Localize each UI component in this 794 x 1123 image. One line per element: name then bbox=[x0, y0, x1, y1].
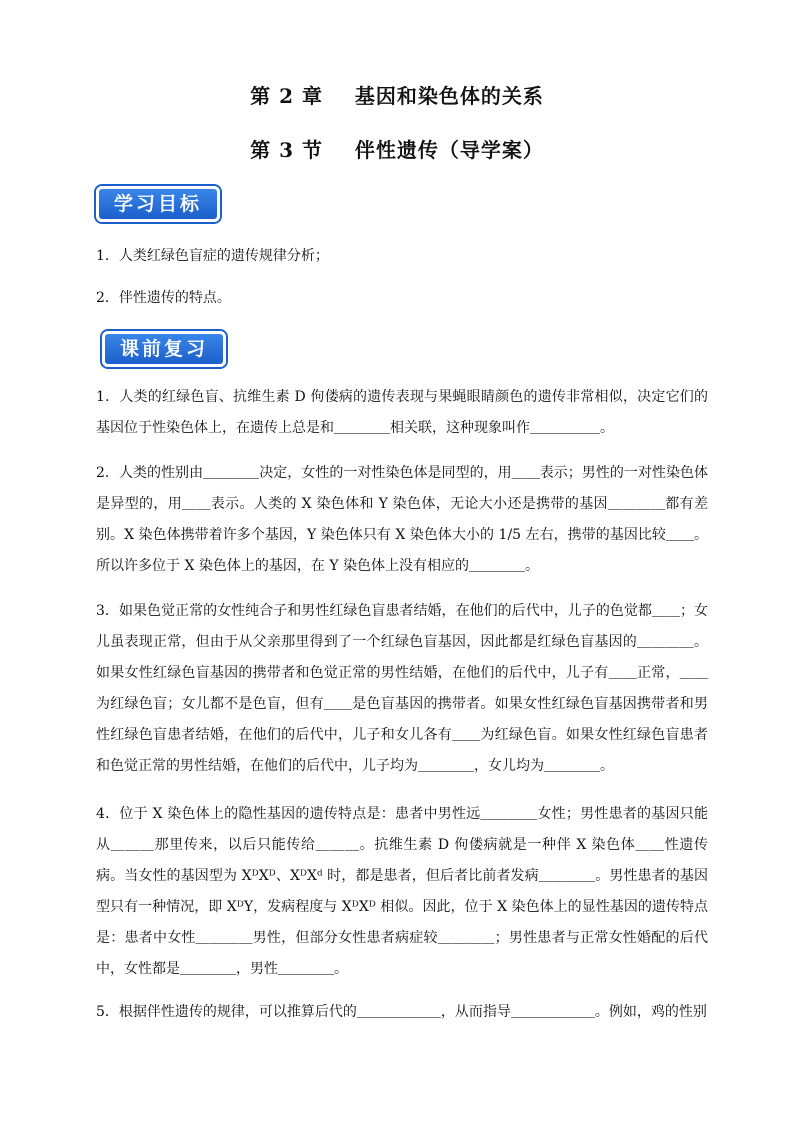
section-title: 第 3 节 伴性遗传（导学案） bbox=[250, 138, 544, 162]
review-question-2: 2．人类的性别由＿＿＿＿决定，女性的一对性染色体是同型的，用＿＿表示；男性的一对性染色体是异型的，用＿＿表示。人类的 X 染色体和 Y 染色体，无论大小还是携带的基因＿＿＿＿都有差别。X 染色体携带着许多个基因，Y 染色体只有 X 染色体大小的 1/5 左右，携带的基因比较＿＿。所以许多位于 X 染色体上的基因，在 Y 染色体上没有相应的＿＿＿＿。 bbox=[96, 465, 708, 574]
review-question-1: 1．人类的红绿色盲、抗维生素 D 佝偻病的遗传表现与果蝇眼睛颜色的遗传非常相似，决定它们的基因位于性染色体上，在遗传上总是和＿＿＿＿相关联，这种现象叫作＿＿＿＿＿。 bbox=[96, 389, 708, 436]
chapter-title: 第 2 章 基因和染色体的关系 bbox=[250, 84, 544, 108]
objective-item: 2．伴性遗传的特点。 bbox=[96, 290, 231, 306]
review-badge: 课前复习 bbox=[102, 331, 226, 367]
review-question-5: 5．根据伴性遗传的规律，可以推算后代的＿＿＿＿＿＿，从而指导＿＿＿＿＿＿。例如，鸡的性别 bbox=[96, 1004, 707, 1020]
objective-item: 1．人类红绿色盲症的遗传规律分析； bbox=[96, 248, 329, 264]
objectives-badge: 学习目标 bbox=[96, 186, 220, 222]
review-question-4: 4．位于 X 染色体上的隐性基因的遗传特点是：患者中男性远＿＿＿＿女性；男性患者的基因只能从＿＿＿那里传来，以后只能传给＿＿＿。抗维生素 D 佝偻病就是一种伴 X 染色体＿＿性遗传病。当女性的基因型为 XᴰXᴰ、XᴰXᵈ 时，都是患者，但后者比前者发病＿＿＿＿。男性患者的基因型只有一种情况，即 XᴰY，发病程度与 XᴰXᴰ 相似。因此，位于 X 染色体上的显性基因的遗传特点是：患者中女性＿＿＿＿男性，但部分女性患者病症较＿＿＿＿；男性患者与正常女性婚配的后代中，女性都是＿＿＿＿，男性＿＿＿＿。 bbox=[96, 806, 708, 977]
review-question-3: 3．如果色觉正常的女性纯合子和男性红绿色盲患者结婚，在他们的后代中，儿子的色觉都＿＿；女儿虽表现正常，但由于从父亲那里得到了一个红绿色盲基因，因此都是红绿色盲基因的＿＿＿＿。如果女性红绿色盲基因的携带者和色觉正常的男性结婚，在他们的后代中，儿子有＿＿正常，＿＿为红绿色盲；女儿都不是色盲，但有＿＿是色盲基因的携带者。如果女性红绿色盲基因携带者和男性红绿色盲患者结婚，在他们的后代中，儿子和女儿各有＿＿为红绿色盲。如果女性红绿色盲患者和色觉正常的男性结婚，在他们的后代中，儿子均为＿＿＿＿，女儿均为＿＿＿＿。 bbox=[96, 603, 708, 774]
